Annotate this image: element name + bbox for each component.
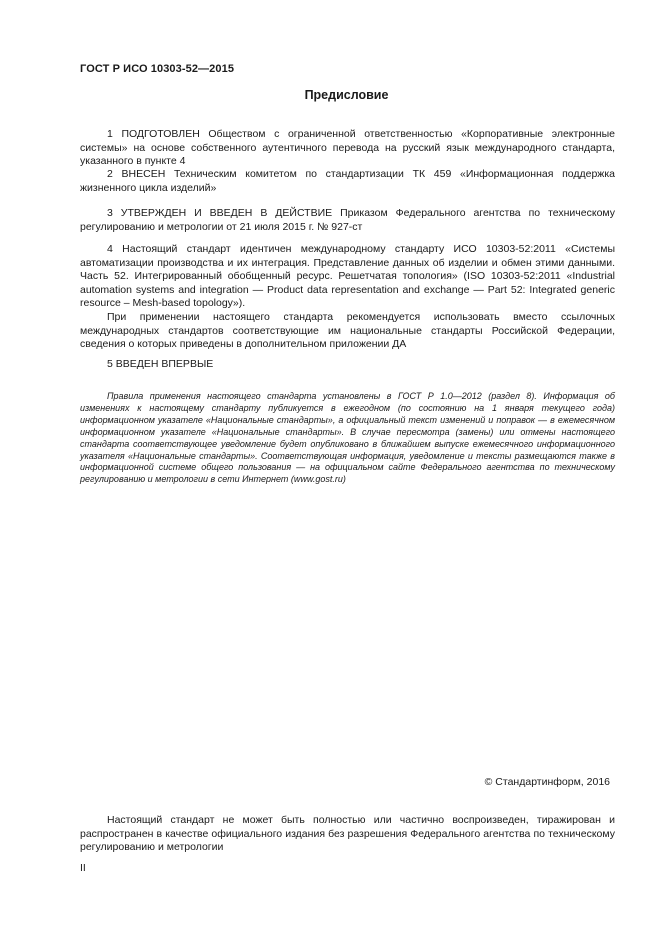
reproduction-notice: Настоящий стандарт не может быть полностью или частично воспроизведен, тиражирован и распространен в качестве официального издания без разрешения Федерального агентства по техническому регулированию и метрологии xyxy=(80,814,615,854)
rules-note: Правила применения настоящего стандарта установлены в ГОСТ Р 1.0—2012 (раздел 8). Информация об изменениях к настоящему стандарту публикуется в ежегодном (по состоянию на 1 января текущего года) информационном указателе «Национальные стандарты», а официальный текст изменений и поправок — в ежемесячном информационном указателе «Национальные стандарты». В случае пересмотра (замены) или отмены настоящего стандарта соответствующее уведомление будет опубликовано в ближайшем выпуске ежемесячного информационного указателя «Национальные стандарты». Соответствующая информация, уведомление и тексты размещаются также в информационной системе общего пользования — на официальном сайте Федерального агентства по техническому регулированию и метрологии в сети Интернет (www.gost.ru) xyxy=(80,391,615,485)
paragraph-identical: 4 Настоящий стандарт идентичен международному стандарту ИСО 10303-52:2011 «Системы автоматизации производства и их интеграция. Представление данных об изделии и обмен этими данными. Часть 52. Интегрированный обобщенный ресурс. Решетчатая топология» (ISO 10303-52:2011 «Industrial automation systems and integration — Product data representation and exchange — Part 52: Integrated generic resource – Mesh-based topology»). xyxy=(80,243,615,310)
paragraph-introduced: 2 ВНЕСЕН Техническим комитетом по стандартизации ТК 459 «Информационная поддержка жизненного цикла изделий» xyxy=(80,168,615,194)
paragraph-application: При применении настоящего стандарта рекомендуется использовать вместо ссылочных международных стандартов соответствующие им национальные стандарты Российской Федерации, сведения о которых приведены в дополнительном приложении ДА xyxy=(80,311,615,351)
document-code: ГОСТ Р ИСО 10303-52—2015 xyxy=(80,63,235,75)
paragraph-first-introduced: 5 ВВЕДЕН ВПЕРВЫЕ xyxy=(107,358,214,370)
copyright: © Стандартинформ, 2016 xyxy=(484,776,610,788)
page-number: II xyxy=(80,862,86,874)
paragraph-approved: 3 УТВЕРЖДЕН И ВВЕДЕН В ДЕЙСТВИЕ Приказом Федерального агентства по техническому регулированию и метрологии от 21 июля 2015 г. № 927-ст xyxy=(80,207,615,233)
paragraph-prepared: 1 ПОДГОТОВЛЕН Обществом с ограниченной ответственностью «Корпоративные электронные системы» на основе собственного аутентичного перевода на русский язык международного стандарта, указанного в пункте 4 xyxy=(80,128,615,168)
page-title: Предисловие xyxy=(304,88,389,102)
